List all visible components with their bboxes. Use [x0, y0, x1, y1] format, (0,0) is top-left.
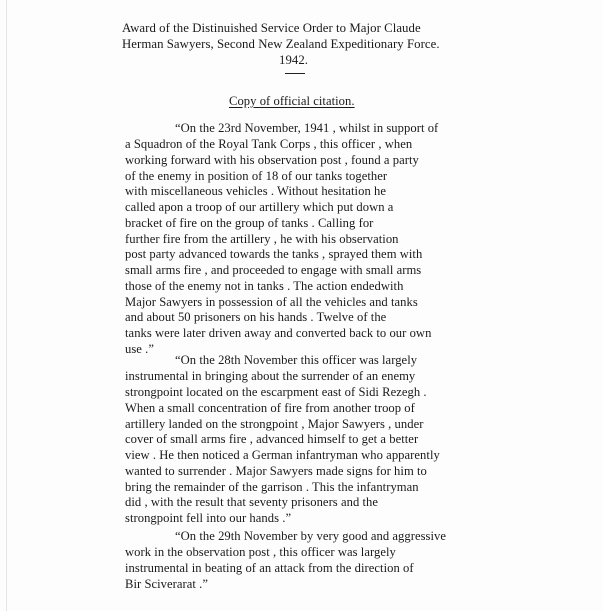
header-line-1: Award of the Distinuished Service Order to Major Claude	[122, 21, 421, 35]
paragraph-2-line: artillery landed on the strongpoint , Major Sawyers , under	[125, 417, 424, 431]
paragraph-2-line: cover of small arms fire , advanced himself to get a better	[125, 432, 419, 446]
paragraph-3-line: Bir Sciverarat .”	[125, 577, 209, 591]
header-divider	[285, 73, 305, 74]
paragraph-1-line: further fire from the artillery , he with his observation	[125, 232, 399, 246]
paragraph-2-line: “On the 28th November this officer was largely	[175, 353, 418, 367]
paragraph-2-line: strongpoint fell into our hands .”	[125, 511, 292, 525]
paragraph-1-line: a Squadron of the Royal Tank Corps , this officer , when	[125, 137, 413, 151]
header-year: 1942.	[279, 53, 309, 67]
paragraph-2-line: When a small concentration of fire from another troop of	[125, 401, 415, 415]
paragraph-2-line: strongpoint located on the escarpment east of Sidi Rezegh .	[125, 385, 427, 399]
paragraph-1-line: small arms fire , and proceeded to engage with small arms	[125, 263, 422, 277]
citation-title: Copy of official citation.	[229, 94, 355, 108]
paragraph-1-line: and about 50 prisoners on his hands . Twelve of the	[125, 310, 387, 324]
paragraph-1-line: working forward with his observation post , found a party	[125, 153, 419, 167]
paragraph-2-line: bring the remainder of the garrison . This the infantryman	[125, 480, 419, 494]
paragraph-1-line: bracket of fire on the group of tanks . Calling for	[125, 216, 374, 230]
page-edge-shadow	[6, 0, 7, 611]
paragraph-2-line: wanted to surrender . Major Sawyers made signs for him to	[125, 464, 427, 478]
paragraph-1-line: “On the 23rd November, 1941 , whilst in support of	[175, 121, 439, 135]
paragraph-3-line: instrumental in beating of an attack from the direction of	[125, 561, 414, 575]
paragraph-1-line: Major Sawyers in possession of all the vehicles and tanks	[125, 295, 418, 309]
paragraph-3-line: “On the 29th November by very good and aggressive	[175, 529, 447, 543]
header-line-2: Herman Sawyers, Second New Zealand Expeditionary Force.	[122, 37, 440, 51]
paragraph-1-line: tanks were later driven away and converted back to our own	[125, 326, 432, 340]
paragraph-1-line: of the enemy in position of 18 of our tanks together	[125, 169, 388, 183]
paragraph-1-line: called apon a troop of our artillery which put down a	[125, 200, 394, 214]
paragraph-1-line: those of the enemy not in tanks . The action endedwith	[125, 279, 404, 293]
paragraph-2-line: did , with the result that seventy prisoners and the	[125, 495, 379, 509]
paragraph-1-line: post party advanced towards the tanks , sprayed them with	[125, 247, 423, 261]
paragraph-1-line: use .”	[125, 342, 154, 356]
paragraph-3-line: work in the observation post , this officer was largely	[125, 545, 396, 559]
paragraph-2-line: instrumental in bringing about the surrender of an enemy	[125, 369, 416, 383]
paragraph-2-line: view . He then noticed a German infantryman who apparently	[125, 448, 440, 462]
paragraph-1-line: with miscellaneous vehicles . Without hesitation he	[125, 184, 386, 198]
